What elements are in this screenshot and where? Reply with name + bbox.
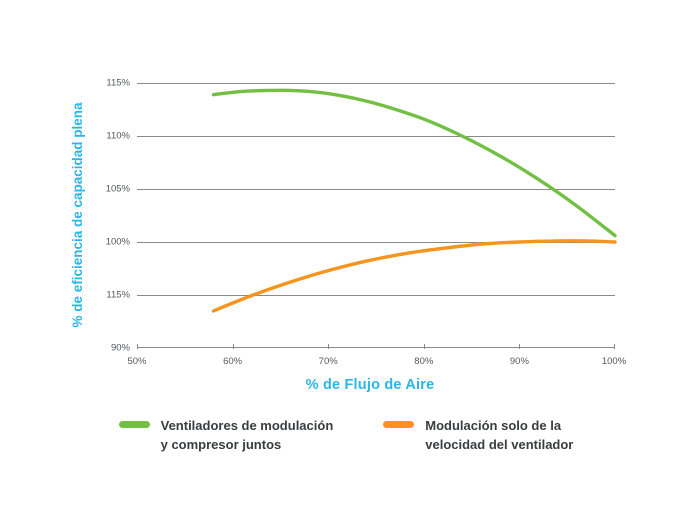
legend-label [425, 416, 573, 454]
legend-swatch-icon [119, 421, 150, 428]
y-tick-label-110: 110% [106, 130, 130, 142]
series-line-ventiladores-modulacion-compresor [213, 90, 615, 235]
y-tick-label-90: 90% [110, 342, 130, 354]
legend-label-line2: y compresor juntos [160, 437, 282, 452]
y-tick-label-95: 115% [106, 289, 130, 301]
y-tick-label-105: 105% [105, 183, 130, 195]
y-axis-title: % de eficiencia de capacidad plena [70, 102, 85, 328]
plot-area [105, 77, 627, 367]
series-line-modulacion-velocidad-ventilador [213, 241, 615, 311]
legend-item [119, 416, 334, 454]
legend-label-line2: velocidad del ventilador [425, 437, 574, 452]
x-tick-label-70: 70% [318, 356, 338, 367]
legend-swatch-icon [383, 421, 414, 428]
legend-item [383, 416, 573, 454]
legend-label-line1: Modulación solo de la [425, 418, 562, 433]
legend-label [161, 416, 334, 454]
series-lines [137, 83, 615, 348]
y-tick-label-115: 115% [106, 77, 130, 89]
x-tick-label-100: 100% [601, 356, 627, 367]
x-tick-label-80: 80% [414, 356, 434, 367]
legend-label-line1: Ventiladores de modulación [160, 418, 334, 433]
x-axis-title: % de Flujo de Aire [305, 377, 435, 393]
chart-legend [0, 416, 692, 454]
x-tick-label-90: 90% [509, 356, 529, 367]
x-tick-label-60: 60% [223, 356, 243, 367]
y-tick-label-100: 100% [105, 236, 130, 248]
x-tick-label-50: 50% [127, 356, 147, 367]
